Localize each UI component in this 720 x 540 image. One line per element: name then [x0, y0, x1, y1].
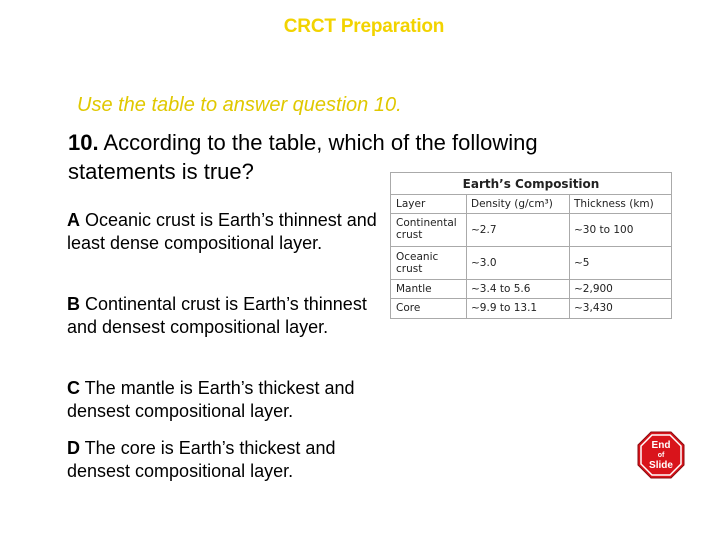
- choice-text: The core is Earth’s thickest and densest compositional layer.: [67, 438, 336, 481]
- cell-thickness: ~30 to 100: [574, 224, 634, 236]
- cell-layer: Mantle: [396, 283, 432, 295]
- choice-letter: B: [67, 294, 80, 314]
- choice-letter: D: [67, 438, 80, 458]
- choice-b[interactable]: [67, 293, 392, 339]
- header-density: Density (g/cm³): [471, 198, 553, 210]
- cell-thickness: ~5: [574, 257, 590, 269]
- sign-line-3: Slide: [649, 460, 673, 471]
- question-text: According to the table, which of the following statements is true?: [68, 130, 538, 184]
- table-header-row: [391, 194, 671, 214]
- end-of-slide-icon[interactable]: [637, 431, 685, 479]
- choice-letter: C: [67, 378, 80, 398]
- cell-layer: Oceanic crust: [396, 251, 439, 275]
- choice-a[interactable]: [67, 209, 392, 255]
- cell-density: ~3.0: [471, 257, 497, 269]
- sign-line-1: End: [651, 440, 671, 451]
- choice-c[interactable]: [67, 377, 392, 423]
- cell-thickness: ~3,430: [574, 302, 613, 314]
- choice-text: The mantle is Earth’s thickest and densest compositional layer.: [67, 378, 355, 421]
- slide-title: CRCT Preparation: [283, 16, 445, 37]
- choice-text: Oceanic crust is Earth’s thinnest and least dense compositional layer.: [67, 210, 377, 253]
- table-title: Earth’s Composition: [462, 177, 600, 191]
- sign-line-2: of: [657, 452, 665, 459]
- table-row: [391, 280, 671, 299]
- earth-composition-table: [390, 172, 672, 319]
- choice-letter: A: [67, 210, 80, 230]
- choice-text: Continental crust is Earth’s thinnest and densest compositional layer.: [67, 294, 367, 337]
- choice-d[interactable]: [67, 437, 392, 483]
- cell-layer: Core: [396, 302, 421, 314]
- cell-thickness: ~2,900: [574, 283, 613, 295]
- cell-density: ~2.7: [471, 224, 497, 236]
- header-layer: Layer: [396, 198, 426, 210]
- cell-layer: Continental crust: [396, 217, 457, 241]
- table-row: [391, 213, 671, 247]
- table-row: [391, 299, 671, 317]
- table-row: [391, 247, 671, 280]
- cell-density: ~3.4 to 5.6: [471, 283, 531, 295]
- instruction-text: Use the table to answer question 10.: [77, 94, 402, 116]
- header-thickness: Thickness (km): [574, 198, 654, 210]
- cell-density: ~9.9 to 13.1: [471, 302, 538, 314]
- question-number: 10.: [68, 130, 99, 155]
